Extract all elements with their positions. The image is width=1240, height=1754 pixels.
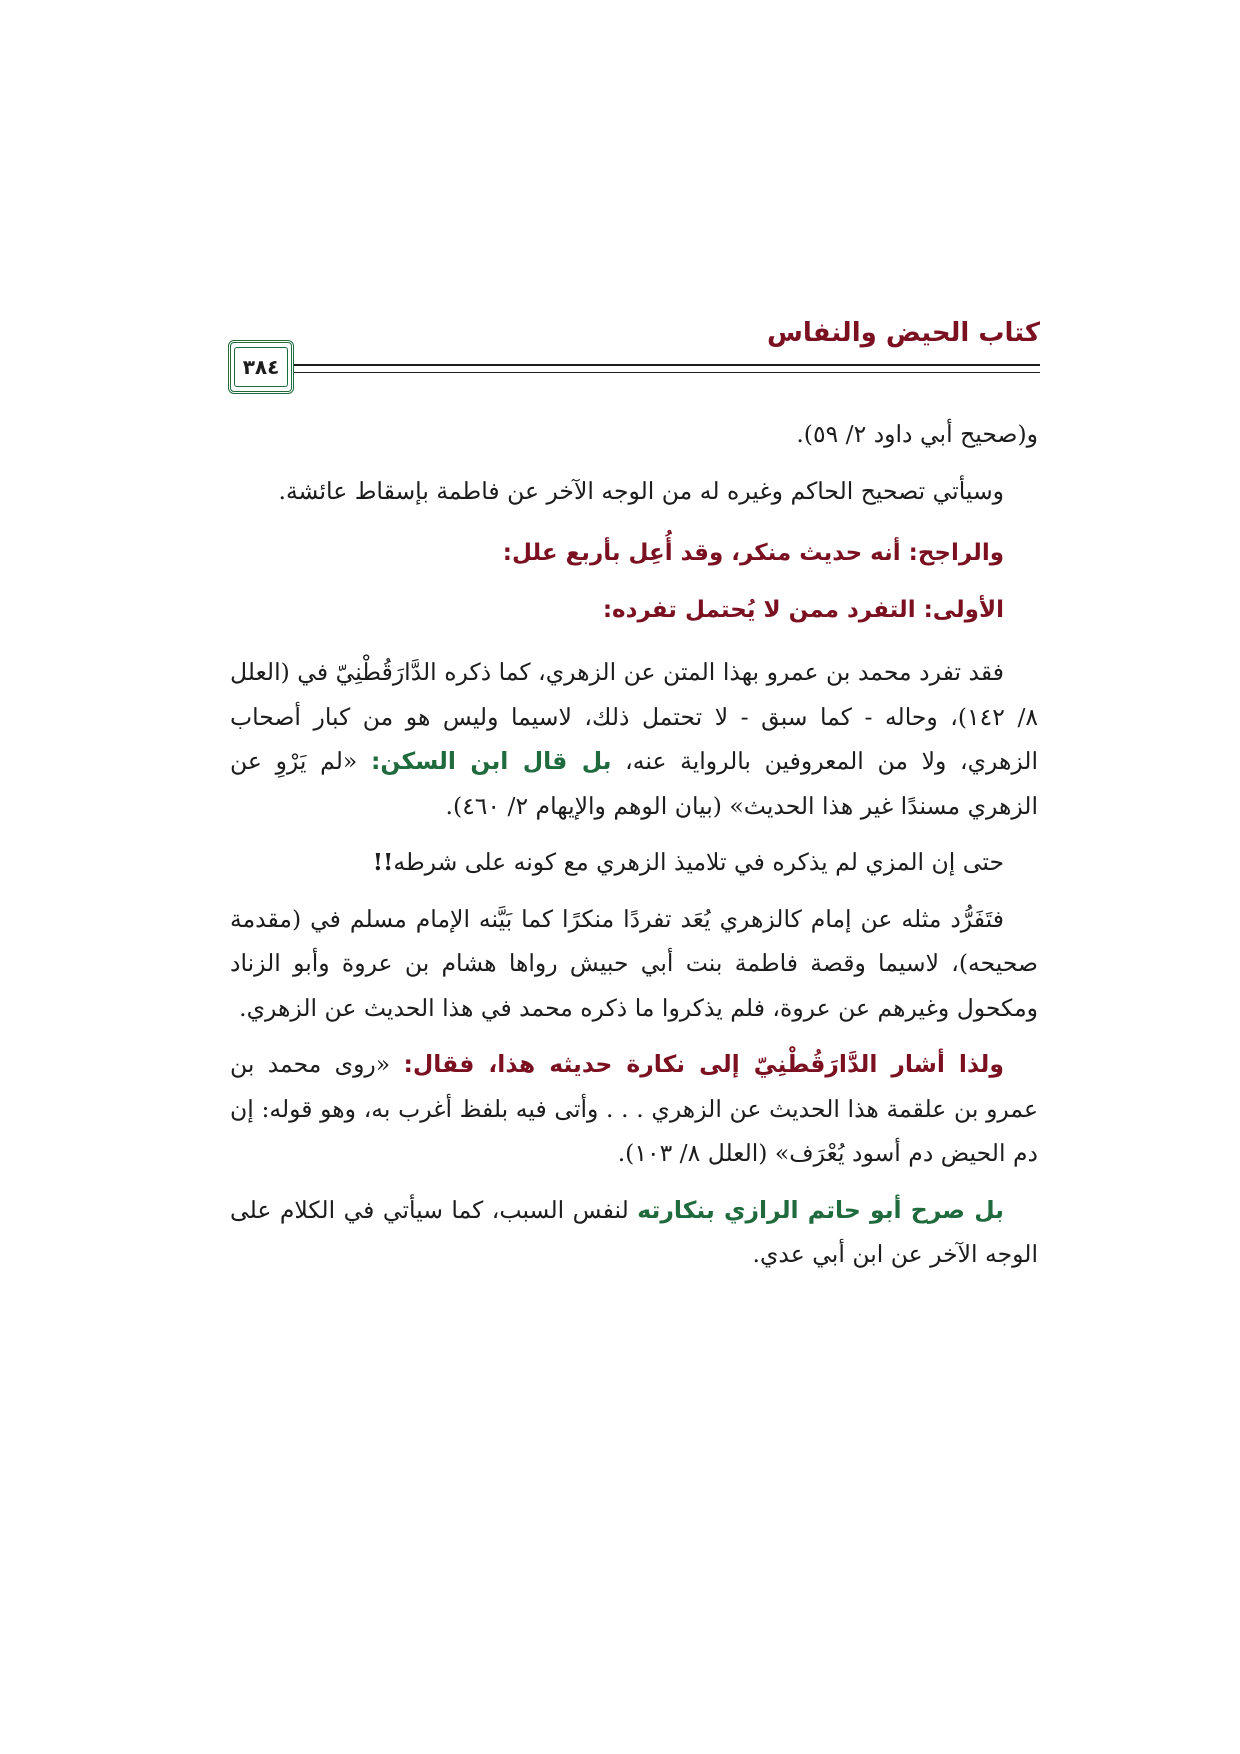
page-body [230,412,1038,1277]
paragraph-abu-hatim [230,1188,1038,1277]
paragraph-tafarrud [230,650,1038,828]
exclamation-mark: !! [372,848,394,876]
daraqutni-quote: «روى محمد بن عمرو بن علقمة هذا الحديث عن الزهري . . . وأتى فيه بلفظ أغرب به، وهو قوله: إن دم الحيض دم أسود يُعْرَف» (العلل ٨/ ١٠٣). [230,1050,1038,1167]
heading-first-reason: الأولى: التفرد ممن لا يُحتمل تفرده: [602,596,1004,623]
paragraph-hakim: وسيأتي تصحيح الحاكم وغيره له من الوجه الآخر عن فاطمة بإسقاط عائشة. [278,476,1004,505]
daraqutni-label: ولذا أشار الدَّارَقُطْنِيّ إلى نكارة حديثه هذا، فقال: [403,1050,1004,1078]
page-number: ٣٨٤ [234,347,288,387]
paragraph-citation: و(صحيح أبي داود ٢/ ٥٩). [796,420,1038,448]
book-title: كتاب الحيض والنفاس [766,318,1040,348]
page-header [228,300,1040,390]
paragraph-daraqutni [230,1042,1038,1176]
ibn-sakan-label: بل قال ابن السكن: [370,747,612,775]
abu-hatim-text: لنفس السبب، كما سيأتي في الكلام على الوجه الآخر عن ابن أبي عدي. [230,1195,1038,1268]
header-rule [228,364,1040,366]
page-number-frame [228,340,294,394]
paragraph-mizzi [230,840,1038,885]
ibn-sakan-quote: «لم يَرْوِ عن الزهري مسندًا غير هذا الحديث» (بيان الوهم والإيهام ٢/ ٤٦٠). [230,747,1038,820]
heading-conclusion: والراجح: أنه حديث منكر، وقد أُعِل بأربع علل: [502,540,1004,566]
paragraph-tafarrud-text: فقد تفرد محمد بن عمرو بهذا المتن عن الزهري، كما ذكره الدَّارَقُطْنِيّ في (العلل ٨/ ١٤٢)، وحاله - كما سبق - لا تحتمل ذلك، لاسيما وليس هو من كبار أصحاب الزهري، ولا من المعروفين بالرواية عنه، [230,658,1038,775]
abu-hatim-label: بل صرح أبو حاتم الرازي بنكارته [637,1195,1004,1224]
header-rule-thin [228,372,1040,373]
paragraph-mizzi-text: حتى إن المزي لم يذكره في تلاميذ الزهري مع كونه على شرطه [393,848,1004,876]
paragraph-muslim: فتَفَرُّد مثله عن إمام كالزهري يُعَد تفردًا منكرًا كما بَيَّنه الإمام مسلم في (مقدمة صحيحه)، لاسيما وقصة فاطمة بنت أبي حبيش رواها هشام بن عروة وأبو الزناد ومكحول وغيرهم عن عروة، فلم يذكروا ما ذكره محمد في هذا الحديث عن الزهري. [230,904,1038,1022]
